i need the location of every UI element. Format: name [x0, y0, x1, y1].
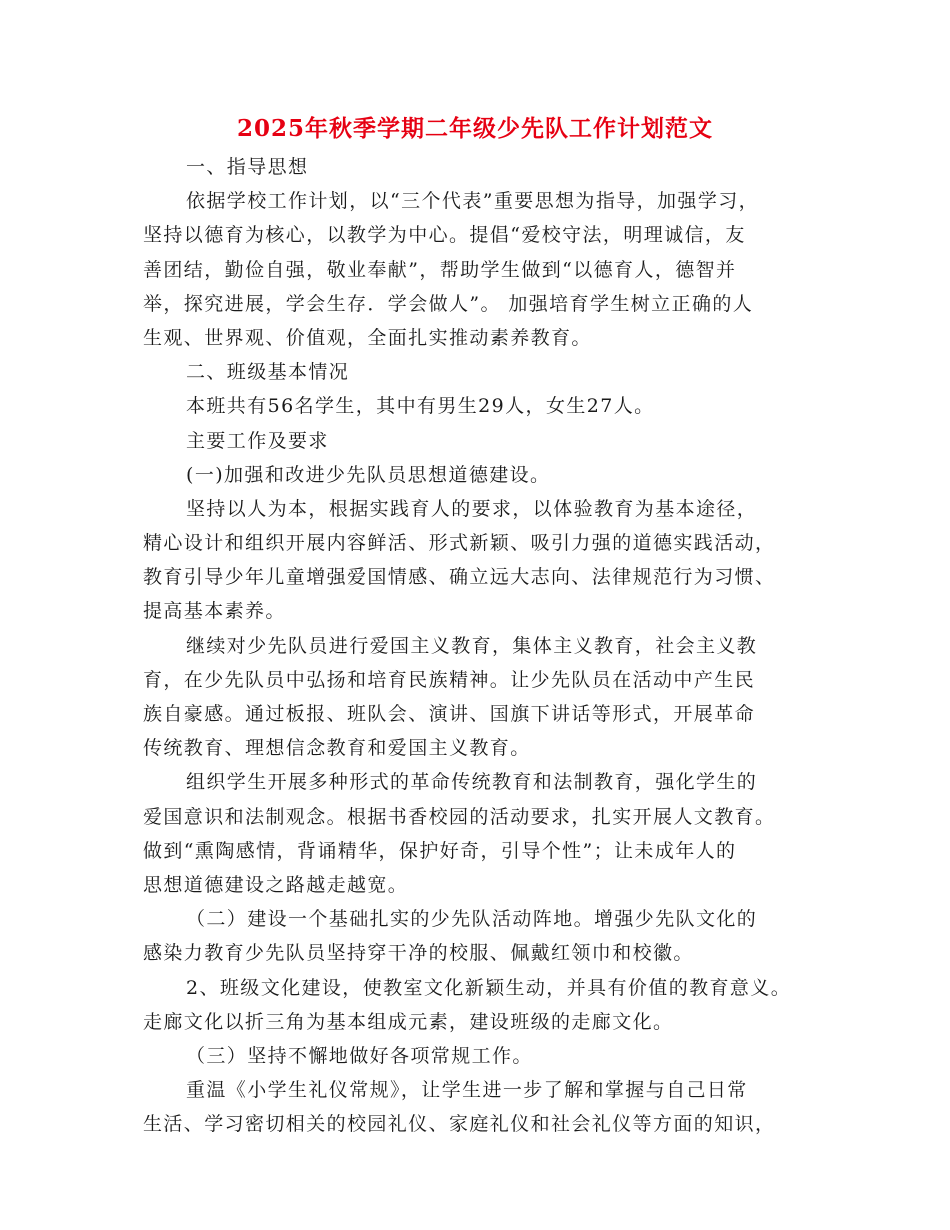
text-line: 走廊文化以折三角为基本组成元素，建设班级的走廊文化。	[143, 1010, 674, 1033]
text-line: 思想道德建设之路越走越宽。	[143, 873, 409, 896]
text-line: 教育引导少年儿童增强爱国情感、确立远大志向、法律规范行为习惯、	[143, 566, 776, 589]
text-line: 本班共有56名学生，其中有男生29人，女生27人。	[186, 395, 655, 418]
text-line: 爱国意识和法制观念。根据书香校园的活动要求，扎实开展人文教育。	[143, 805, 776, 828]
text-line: 2、班级文化建设，使教室文化新颖生动，并具有价值的教育意义。	[186, 976, 792, 999]
text-line: 生观、世界观、价值观，全面扎实推动素养教育。	[143, 326, 592, 349]
text-line: 感染力教育少先队员坚持穿干净的校服、佩戴红领巾和校徽。	[143, 942, 694, 965]
text-line: 一、指导思想	[186, 156, 309, 178]
text-line: （三）坚持不懈地做好各项常规工作。	[186, 1044, 533, 1067]
text-line: 族自豪感。通过板报、班队会、演讲、国旗下讲话等形式，开展革命	[143, 703, 756, 725]
text-line: 继续对少先队员进行爱国主义教育，集体主义教育，社会主义教	[186, 634, 758, 657]
text-line: 坚持以德育为核心，以教学为中心。提倡“爱校守法，明理诚信，友	[143, 224, 746, 247]
text-line: 依据学校工作计划，以“三个代表”重要思想为指导，加强学习，	[186, 190, 760, 213]
text-line: 育，在少先队员中弘扬和培育民族精神。让少先队员在活动中产生民	[143, 668, 756, 691]
document-body	[143, 150, 823, 1141]
text-line: 组织学生开展多种形式的革命传统教育和法制教育，强化学生的	[186, 771, 758, 794]
text-line: （二）建设一个基础扎实的少先队活动阵地。增强少先队文化的	[186, 908, 758, 931]
text-line: (一)加强和改进少先队员思想道德建设。	[186, 463, 551, 486]
document-title: 2025年秋季学期二年级少先队工作计划范文	[236, 115, 713, 142]
text-line: 做到“熏陶感情，背诵精华，保护好奇，引导个性”；让未成年人的	[143, 839, 737, 862]
text-line: 传统教育、理想信念教育和爱国主义教育。	[143, 737, 531, 760]
text-line: 举，探究进展，学会生存．学会做人”。 加强培育学生树立正确的人	[143, 292, 754, 315]
text-line: 坚持以人为本，根据实践育人的要求，以体验教育为基本途径，	[186, 497, 758, 520]
text-line: 善团结，勤俭自强，敬业奉献”，帮助学生做到“以德育人，德智并	[143, 258, 737, 281]
text-line: 重温《小学生礼仪常规》，让学生进一步了解和掌握与自己日常	[186, 1079, 748, 1102]
text-line: 二、班级基本情况	[186, 361, 350, 384]
text-line: 生活、学习密切相关的校园礼仪、家庭礼仪和社会礼仪等方面的知识，	[143, 1113, 776, 1136]
text-line: 提高基本素养。	[143, 600, 286, 623]
text-line: 精心设计和组织开展内容鲜活、形式新颖、吸引力强的道德实践活动，	[143, 532, 776, 555]
text-line: 主要工作及要求	[186, 429, 329, 452]
